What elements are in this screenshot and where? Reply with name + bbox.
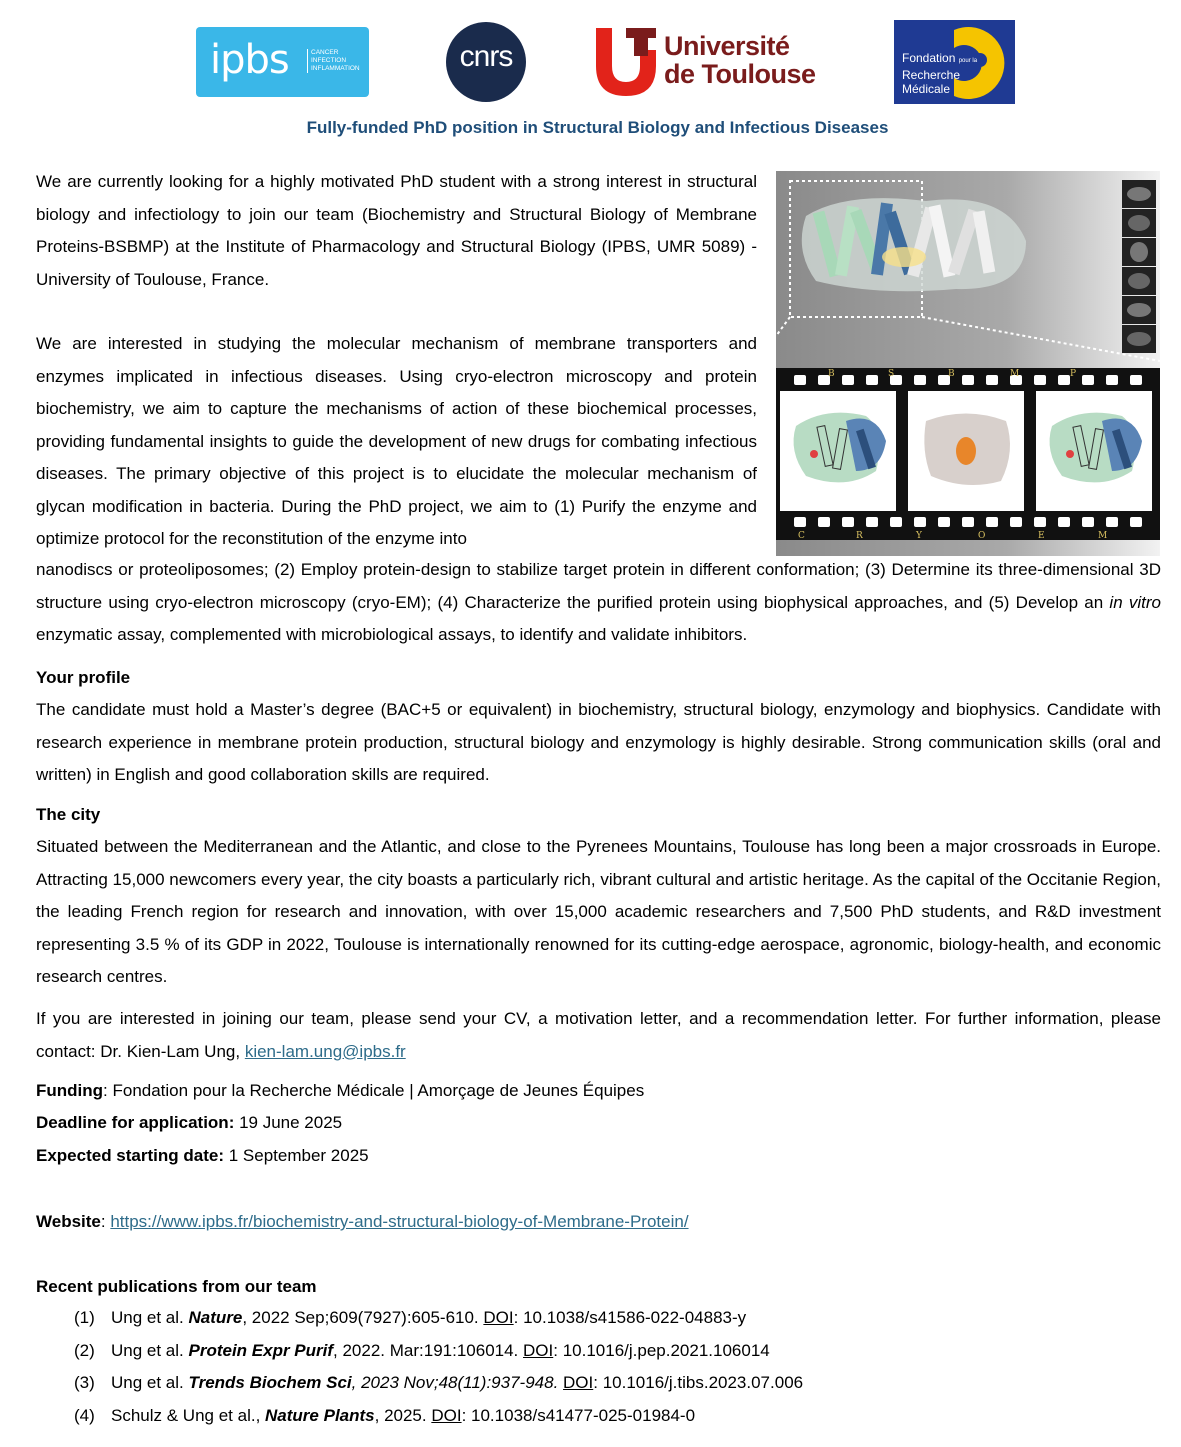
- contact-email-link[interactable]: kien-lam.ung@ipbs.fr: [244, 1041, 406, 1061]
- deadline-line: Deadline for application: 19 June 2025: [36, 1113, 343, 1132]
- svg-text:C: C: [798, 531, 805, 541]
- frame-2-protein: [924, 414, 1010, 486]
- toulouse-logo-line2: de Toulouse: [664, 59, 816, 89]
- doi-link[interactable]: DOI: [483, 1308, 514, 1327]
- page-title: Fully-funded PhD position in Structural Biology and Infectious Diseases: [306, 118, 889, 137]
- city-heading: The city: [36, 805, 101, 824]
- publication-item: (4) Schulz & Ung et al., Nature Plants, 2025. DOI: 10.1038/s41477-025-01984-0: [74, 1406, 696, 1426]
- frm-logo-text: Fondation pour la Recherche Médicale: [902, 51, 978, 96]
- ipbs-logo: [196, 27, 369, 97]
- svg-text:S: S: [888, 369, 895, 379]
- doi-link[interactable]: DOI: [431, 1406, 462, 1426]
- ipbs-logo-tagline: CANCER INFECTION INFLAMMATION: [307, 49, 371, 73]
- publication-item: (3) Ung et al. Trends Biochem Sci, 2023 Nov;48(11):937-948. DOI: 10.1016/j.tibs.2023.07.006: [74, 1373, 804, 1393]
- toulouse-emblem-icon: [594, 26, 658, 96]
- profile-paragraph: The candidate must hold a Master’s degree (BAC+5 or equivalent) in biochemistry, structural biology, enzymology and biophysics. Candidate with research experience in membrane protein production, structural biology and enzymology is highly desirable. Strong communication skills (oral and written) in English and good collaboration skills are required.: [36, 700, 1161, 784]
- ipbs-logo-word: ipbs: [210, 37, 289, 83]
- publications-heading: Recent publications from our team: [36, 1277, 317, 1296]
- contact-paragraph: If you are interested in joining our team, please send your CV, a motivation letter, and a recommendation letter. For further information, please contact: Dr. Kien-Lam Ung, kien-lam.ung@ipbs.fr: [36, 1009, 1161, 1061]
- doi-link[interactable]: DOI: [563, 1373, 594, 1393]
- svg-text:E: E: [1038, 531, 1045, 541]
- publications-list: [74, 1302, 803, 1433]
- project-paragraph-continued: nanodiscs or proteoliposomes; (2) Employ protein-design to stabilize target protein in different conformation; (3) Determine its three-dimensional 3D structure using cryo-electron microscopy (cryo-EM); (4) Characterize the purified protein using biophysical approaches, and (5) Develop an in vitro enzymatic assay, complemented with microbiological assays, to identify and validate inhibitors.: [36, 560, 1161, 644]
- toulouse-logo-line1: Université: [664, 31, 790, 61]
- svg-text:P: P: [1070, 369, 1077, 379]
- profile-heading: Your profile: [36, 668, 131, 687]
- cryo-em-figure: [776, 171, 1160, 556]
- svg-text:Y: Y: [916, 531, 922, 541]
- frm-logo: [894, 20, 1015, 104]
- cnrs-logo: [446, 22, 526, 102]
- intro-paragraph: We are currently looking for a highly motivated PhD student with a strong interest in structural biology and infectiology to join our team (Biochemistry and Structural Biology of Membrane Proteins-BSBMP) at the Institute of Pharmacology and Structural Biology (IPBS, UMR 5089) - University of Toulouse, France.: [36, 172, 757, 289]
- publication-item: (1) Ung et al. Nature, 2022 Sep;609(7927):605-610. DOI: 10.1038/s41586-022-04883-y: [74, 1308, 747, 1327]
- website-line: Website: https://www.ipbs.fr/biochemistry-and-structural-biology-of-Membrane-Protein/: [36, 1212, 689, 1231]
- city-paragraph: Situated between the Mediterranean and the Atlantic, and close to the Pyrenees Mountains, Toulouse has long been a major crossroads in Europe. Attracting 15,000 newcomers every year, the city boasts a particularly rich, vibrant cultural and artistic heritage. As the capital of the Occitanie Region, the leading French region for research and innovation, with over 15,000 academic researchers and 7,500 PhD students, and R&D investment representing 3.5 % of its GDP in 2022, Toulouse is internationally renowned for its cutting-edge aerospace, agronomic, biology-health, and economic research centres.: [36, 837, 1161, 986]
- project-paragraph: We are interested in studying the molecular mechanism of membrane transporters and enzymes implicated in infectious diseases. Using cryo-electron microscopy and protein biochemistry, we aim to capture the mechanisms of action of these biochemical processes, providing fundamental insights to guide the development of new drugs for combating infectious diseases. The primary objective of this project is to elucidate the molecular mechanism of glycan modification in bacteria. During the PhD project, we aim to (1) Purify the enzyme and optimize protocol for the reconstitution of the enzyme into: [36, 334, 757, 548]
- start-date-line: Expected starting date: 1 September 2025: [36, 1146, 369, 1165]
- logo-bar: [0, 18, 1181, 108]
- publication-item: (2) Ung et al. Protein Expr Purif, 2022. Mar:191:106014. DOI: 10.1016/j.pep.2021.106014: [74, 1340, 770, 1360]
- doi-link[interactable]: DOI: [523, 1340, 554, 1360]
- svg-text:M: M: [1010, 369, 1020, 379]
- svg-text:O: O: [978, 531, 986, 541]
- frame-3-protein: [1050, 413, 1142, 483]
- universite-toulouse-logo: [594, 26, 834, 96]
- funding-line: Funding: Fondation pour la Recherche Médicale | Amorçage de Jeunes Équipes: [36, 1081, 645, 1100]
- svg-text:M: M: [1098, 531, 1108, 541]
- website-link[interactable]: https://www.ipbs.fr/biochemistry-and-structural-biology-of-Membrane-Protein/: [110, 1212, 689, 1231]
- svg-text:B: B: [948, 369, 955, 379]
- frame-1-protein: [794, 413, 886, 483]
- svg-text:R: R: [856, 531, 863, 541]
- cnrs-logo-word: cnrs: [459, 40, 513, 73]
- svg-text:B: B: [828, 369, 835, 379]
